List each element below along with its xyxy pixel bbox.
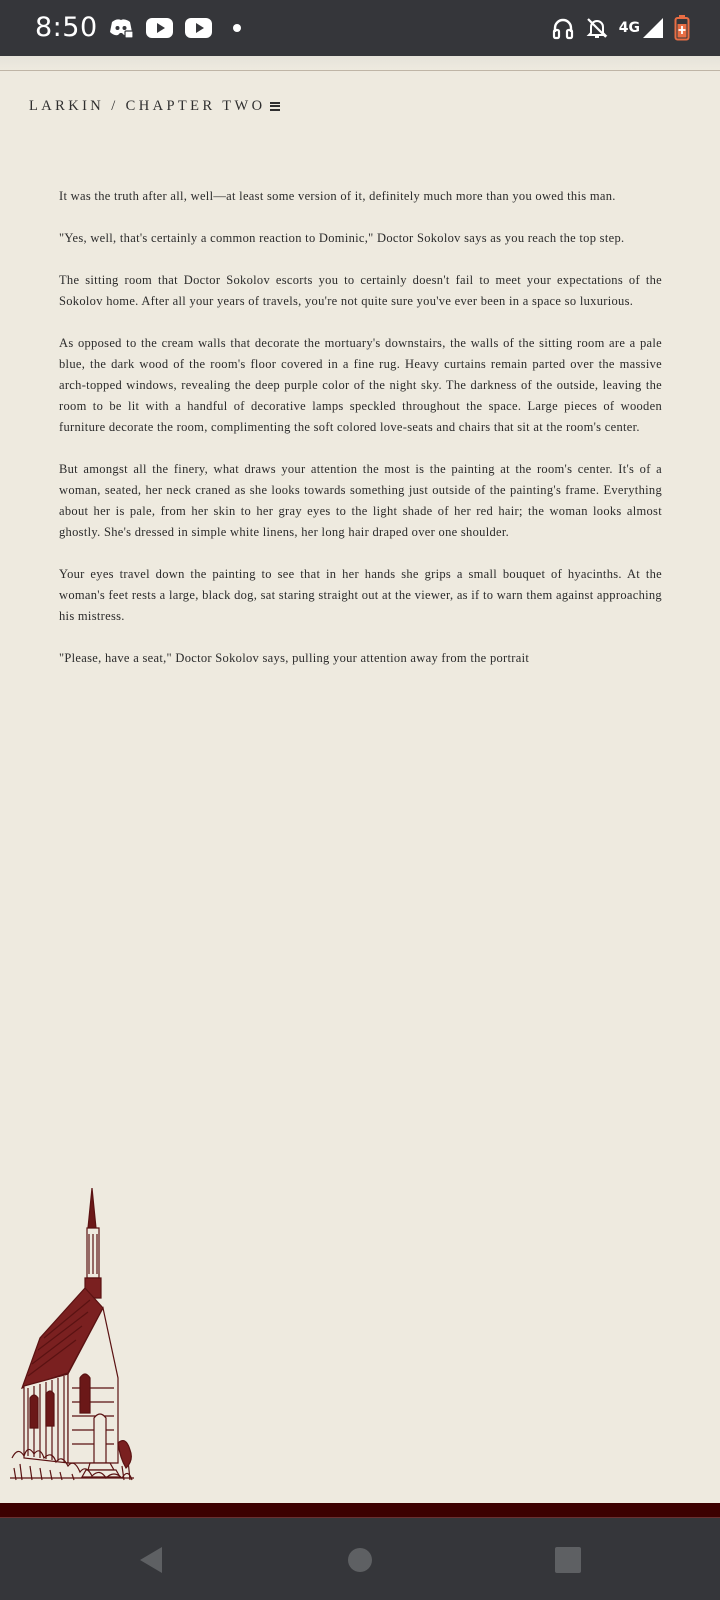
recents-icon xyxy=(554,1546,582,1574)
discord-icon xyxy=(108,17,134,39)
home-icon xyxy=(347,1547,373,1573)
story-header xyxy=(29,96,280,116)
story-paragraph: It was the truth after all, well—at least some version of it, definitely much more than you owed this man. xyxy=(59,189,616,203)
story-paragraph: "Yes, well, that's certainly a common reaction to Dominic," Doctor Sokolov says as you reach the top step. xyxy=(59,231,625,245)
headphones-icon xyxy=(551,16,575,40)
youtube-icon xyxy=(146,18,173,38)
recents-button[interactable] xyxy=(548,1540,588,1580)
navigation-bar xyxy=(0,1518,720,1600)
story-text xyxy=(59,186,662,690)
network-type: 4G xyxy=(618,20,640,36)
signal-icon xyxy=(642,17,664,39)
story-paragraph: But amongst all the finery, what draws your attention the most is the painting at the room's center. It's of a woman, seated, her neck craned as she looks towards something just outside of the painting's frame. Everything about her is pale, from her skin to her gray eyes to the light shade of her red hair; the woman looks almost ghostly. She's dressed in simple white linens, her long hair draped over one shoulder. xyxy=(59,462,662,539)
battery-icon xyxy=(674,15,690,41)
menu-icon[interactable] xyxy=(270,102,280,111)
story-paragraph: "Please, have a seat," Doctor Sokolov says, pulling your attention away from the portrait xyxy=(59,651,530,665)
system-icons xyxy=(551,12,690,44)
status-bar xyxy=(0,0,720,56)
chapter-title[interactable]: LARKIN / CHAPTER TWO xyxy=(29,97,266,114)
back-button[interactable] xyxy=(131,1540,171,1580)
story-paragraph: The sitting room that Doctor Sokolov escorts you to certainly doesn't fail to meet your expectations of the Sokolov home. After all your years of travels, you're not quite sure you've ever been in a space so luxurious. xyxy=(59,273,662,308)
notification-icons xyxy=(108,14,242,42)
footer-bar xyxy=(0,1503,720,1518)
story-paragraph: Your eyes travel down the painting to see that in her hands she grips a small bouquet of hyacinths. At the woman's feet rests a large, black dog, sat staring straight out at the viewer, as if to warn them against approaching his mistress. xyxy=(59,567,662,623)
church-illustration xyxy=(10,1188,134,1482)
bell-off-icon xyxy=(585,16,609,40)
status-time: 8:50 xyxy=(35,12,98,43)
youtube-icon xyxy=(185,18,212,38)
back-icon xyxy=(138,1545,164,1575)
home-button[interactable] xyxy=(340,1540,380,1580)
header-divider xyxy=(0,56,720,71)
story-paragraph: As opposed to the cream walls that decorate the mortuary's downstairs, the walls of the sitting room are a pale blue, the dark wood of the room's floor covered in a fine rug. Heavy curtains remain parted over the massive arch-topped windows, revealing the deep purple color of the night sky. The darkness of the outside, leaving the room to be lit with a handful of decorative lamps speckled throughout the space. Large pieces of wooden furniture decorate the room, complimenting the soft colored love-seats and chairs that sit at the room's center. xyxy=(59,336,662,434)
dot-icon xyxy=(232,23,242,33)
